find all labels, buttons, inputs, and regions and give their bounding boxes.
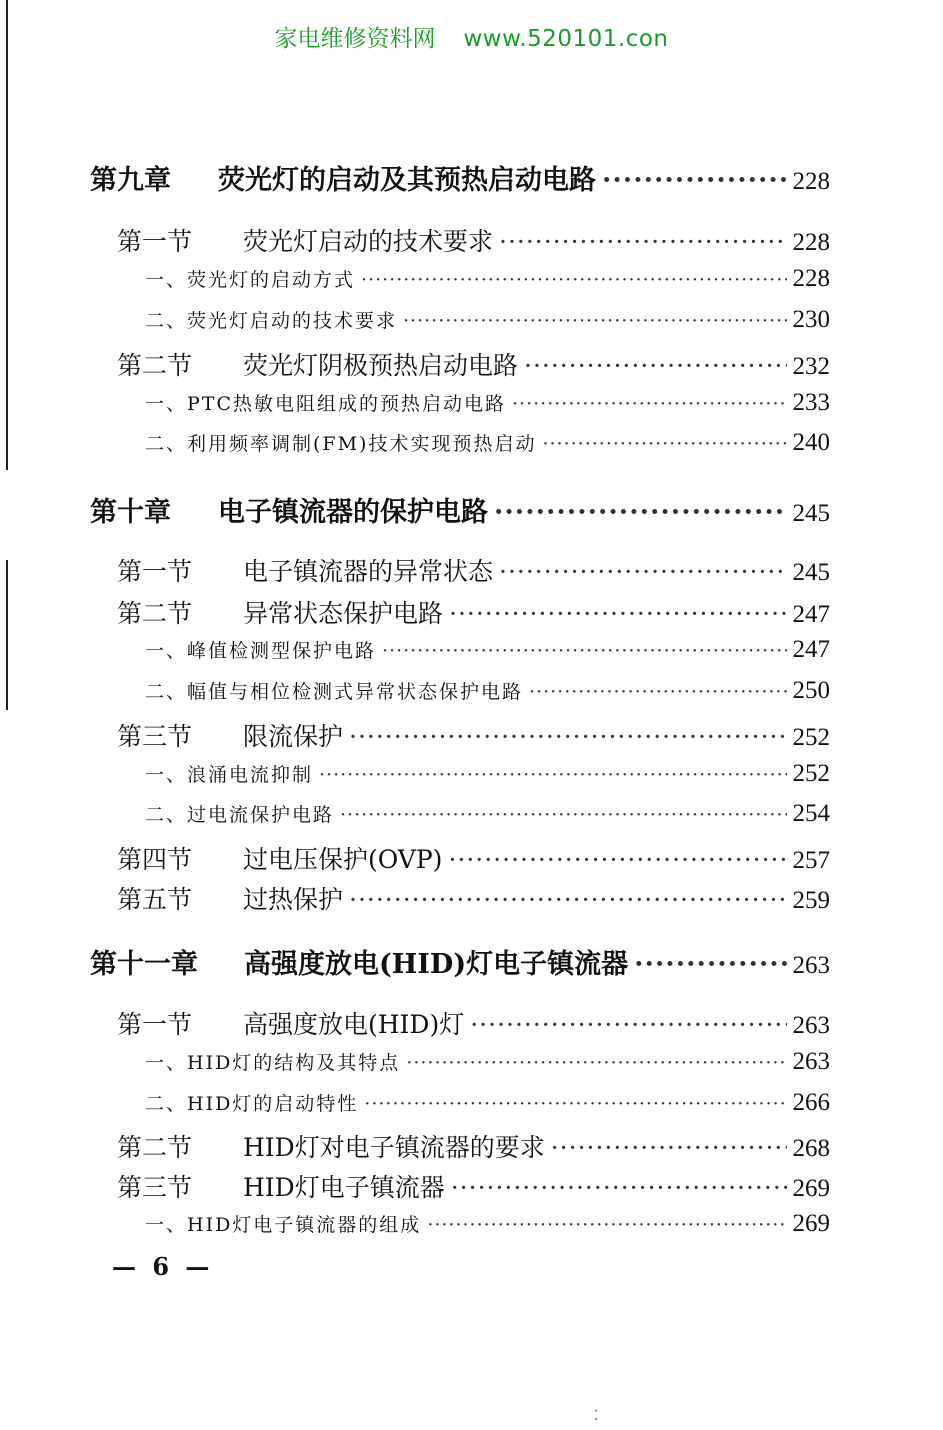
toc-leader-dots bbox=[448, 845, 786, 874]
toc-entry-title: 一、PTC热敏电阻组成的预热启动电路 bbox=[145, 393, 506, 415]
toc-entry-title: 荧光灯启动的技术要求 bbox=[243, 227, 494, 256]
toc-item-entry bbox=[145, 429, 830, 457]
watermark-name: 家电维修资料网 bbox=[274, 26, 436, 52]
toc-entry-title: 高强度放电(HID)灯电子镇流器 bbox=[244, 949, 629, 980]
toc-entry-title: 电子镇流器的保护电路 bbox=[218, 497, 488, 528]
toc-section-entry bbox=[117, 222, 830, 258]
toc-item-entry bbox=[145, 1048, 830, 1076]
toc-leader-dots bbox=[427, 1214, 786, 1236]
toc-item-entry bbox=[145, 800, 830, 828]
page-number: — 6 — bbox=[112, 1252, 214, 1281]
toc-entry-title: 一、浪涌电流抑制 bbox=[145, 764, 314, 786]
toc-leader-dots bbox=[602, 165, 787, 196]
toc-page-number: 232 bbox=[792, 353, 830, 380]
toc-leader-dots bbox=[449, 599, 786, 628]
toc-entry-title: 二、利用频率调制(FM)技术实现预热启动 bbox=[145, 433, 537, 455]
toc-entry-title: HID灯电子镇流器 bbox=[243, 1173, 445, 1202]
toc-entry-label: 第一节 bbox=[117, 1010, 193, 1039]
toc-entry-title: 荧光灯的启动及其预热启动电路 bbox=[218, 165, 596, 196]
toc-entry-label: 第三节 bbox=[117, 722, 193, 751]
toc-section-entry bbox=[117, 346, 830, 382]
toc-page-number: 228 bbox=[792, 229, 830, 256]
toc-section-entry bbox=[117, 880, 830, 916]
toc-leader-dots bbox=[499, 557, 786, 586]
toc-page-number: 245 bbox=[792, 500, 830, 527]
toc-chapter-entry bbox=[90, 490, 830, 529]
toc-leader-dots bbox=[551, 1133, 787, 1162]
toc-page-number: 268 bbox=[792, 1135, 830, 1162]
toc-page-number: 247 bbox=[792, 601, 830, 628]
toc-entry-title: 二、过电流保护电路 bbox=[145, 804, 335, 826]
toc-page-number: 254 bbox=[792, 800, 830, 827]
toc-entry-label: 第十章 bbox=[90, 497, 171, 528]
toc-page-number: 252 bbox=[792, 760, 830, 787]
toc-entry-title: 二、幅值与相位检测式异常状态保护电路 bbox=[145, 681, 524, 703]
toc-leader-dots bbox=[451, 1173, 787, 1202]
toc-page-number: 250 bbox=[792, 677, 830, 704]
toc-page-number: 247 bbox=[792, 636, 830, 663]
toc-item-entry bbox=[145, 677, 830, 705]
toc-item-entry bbox=[145, 1089, 830, 1117]
toc-leader-dots bbox=[634, 949, 786, 980]
toc-entry-title: 一、HID灯的结构及其特点 bbox=[145, 1052, 401, 1074]
toc-leader-dots bbox=[361, 269, 786, 291]
toc-entry-label: 第九章 bbox=[90, 165, 171, 196]
toc-item-entry bbox=[145, 636, 830, 664]
toc-item-entry bbox=[145, 265, 830, 293]
toc-leader-dots bbox=[382, 640, 786, 662]
toc-page-number: 263 bbox=[792, 952, 830, 979]
toc-section-entry bbox=[117, 1005, 830, 1041]
toc-entry-title: 过电压保护(OVP) bbox=[243, 845, 443, 874]
toc-leader-dots bbox=[494, 497, 787, 528]
toc-page-number: 263 bbox=[792, 1012, 830, 1039]
toc-page-number: 266 bbox=[792, 1089, 830, 1116]
toc-page-number: 252 bbox=[792, 724, 830, 751]
toc-page-number: 230 bbox=[792, 306, 830, 333]
toc-leader-dots bbox=[524, 351, 786, 380]
toc-entry-title: 二、HID灯的启动特性 bbox=[145, 1093, 359, 1115]
toc-page-number: 233 bbox=[792, 389, 830, 416]
toc-entry-title: HID灯对电子镇流器的要求 bbox=[243, 1133, 545, 1162]
toc-entry-label: 第五节 bbox=[117, 885, 193, 914]
toc-chapter-entry bbox=[90, 158, 830, 197]
toc-leader-dots bbox=[499, 227, 786, 256]
toc-leader-dots bbox=[470, 1010, 786, 1039]
toc-leader-dots bbox=[340, 804, 786, 826]
toc-page-number: 245 bbox=[792, 559, 830, 586]
toc-entry-label: 第三节 bbox=[117, 1173, 193, 1202]
toc-entry-title: 高强度放电(HID)灯 bbox=[243, 1010, 465, 1039]
toc-page-number: 269 bbox=[792, 1175, 830, 1202]
toc-entry-label: 第一节 bbox=[117, 557, 193, 586]
toc-leader-dots bbox=[406, 1052, 786, 1074]
toc-entry-title: 二、荧光灯启动的技术要求 bbox=[145, 310, 398, 332]
toc-entry-label: 第十一章 bbox=[90, 949, 198, 980]
toc-item-entry bbox=[145, 760, 830, 788]
toc-entry-label: 第一节 bbox=[117, 227, 193, 256]
toc-section-entry bbox=[117, 1168, 830, 1204]
toc-leader-dots bbox=[403, 310, 786, 332]
toc-entry-label: 第二节 bbox=[117, 599, 193, 628]
toc-leader-dots bbox=[364, 1093, 786, 1115]
watermark-site: www.520101.con bbox=[463, 26, 669, 52]
toc-chapter-entry bbox=[90, 942, 830, 981]
toc-leader-dots bbox=[512, 393, 787, 415]
toc-page-number: 228 bbox=[792, 168, 830, 195]
toc-entry-title: 异常状态保护电路 bbox=[243, 599, 444, 628]
toc-entry-title: 电子镇流器的异常状态 bbox=[243, 557, 494, 586]
toc-item-entry bbox=[145, 306, 830, 334]
toc-section-entry bbox=[117, 840, 830, 876]
toc-section-entry bbox=[117, 594, 830, 630]
toc-section-entry bbox=[117, 717, 830, 753]
toc-entry-title: 一、荧光灯的启动方式 bbox=[145, 269, 356, 291]
toc-entry-title: 一、HID灯电子镇流器的组成 bbox=[145, 1214, 422, 1236]
toc-leader-dots bbox=[542, 433, 786, 455]
toc-entry-title: 荧光灯阴极预热启动电路 bbox=[243, 351, 519, 380]
toc-page-number: 269 bbox=[792, 1210, 830, 1237]
toc-section-entry bbox=[117, 552, 830, 588]
toc-entry-title: 限流保护 bbox=[243, 722, 344, 751]
toc-leader-dots bbox=[529, 681, 786, 703]
toc-page-number: 240 bbox=[792, 429, 830, 456]
toc-page-number: 257 bbox=[792, 847, 830, 874]
toc-item-entry bbox=[145, 389, 830, 417]
toc-page-number: 228 bbox=[792, 265, 830, 292]
toc-leader-dots bbox=[319, 764, 786, 786]
toc-entry-label: 第二节 bbox=[117, 351, 193, 380]
toc-page-number: 263 bbox=[792, 1048, 830, 1075]
scan-speck: ⁚ bbox=[594, 1408, 599, 1424]
toc-entry-title: 过热保护 bbox=[243, 885, 344, 914]
toc-item-entry bbox=[145, 1210, 830, 1238]
toc-entry-label: 第四节 bbox=[117, 845, 193, 874]
toc-leader-dots bbox=[349, 885, 786, 914]
toc-leader-dots bbox=[349, 722, 786, 751]
toc-section-entry bbox=[117, 1128, 830, 1164]
toc-entry-title: 一、峰值检测型保护电路 bbox=[145, 640, 377, 662]
toc-page-number: 259 bbox=[792, 887, 830, 914]
toc-entry-label: 第二节 bbox=[117, 1133, 193, 1162]
